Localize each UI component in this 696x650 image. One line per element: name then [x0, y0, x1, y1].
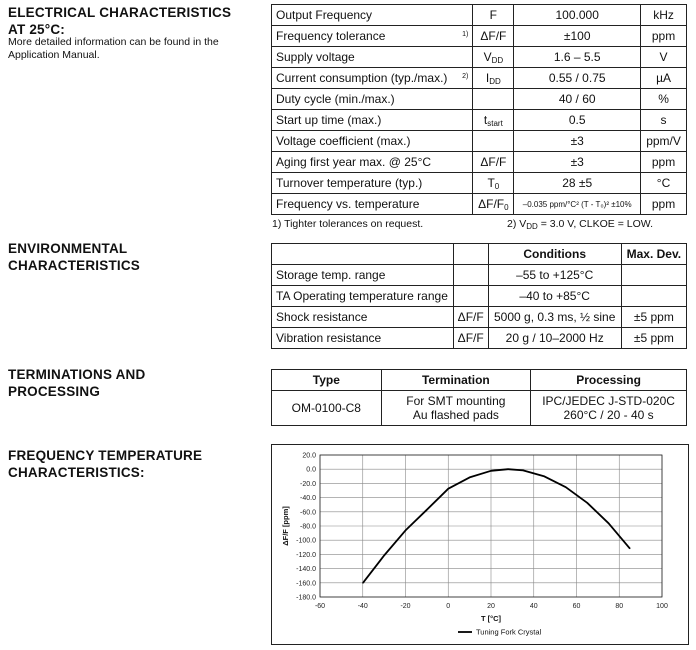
symbol-sub: DD	[491, 55, 504, 65]
symbol-cell: F	[473, 5, 514, 26]
data-point	[523, 470, 524, 471]
electrical-table	[271, 4, 687, 215]
data-point	[565, 487, 566, 488]
data-point	[587, 502, 588, 503]
table-row	[272, 5, 687, 26]
unit-cell: ppm	[641, 194, 687, 215]
data-point	[426, 509, 427, 510]
condition-cell: –40 to +85°C	[488, 286, 621, 307]
electrical-heading	[8, 4, 231, 38]
symbol-main: ΔF/F	[478, 196, 505, 211]
x-tick-label: -20	[400, 603, 411, 610]
maxdev-cell	[621, 265, 686, 286]
electrical-heading-line1: ELECTRICAL CHARACTERISTICS	[8, 5, 232, 20]
symbol-cell	[473, 110, 514, 131]
symbol-sub: DD	[489, 76, 501, 86]
header-maxdev: Max. Dev.	[621, 244, 686, 265]
electrical-heading-line2: AT 25°C:	[8, 22, 66, 37]
param-cell: Shock resistance	[272, 307, 454, 328]
x-tick-label: 0	[446, 603, 451, 610]
environmental-table	[271, 243, 687, 349]
terminations-heading-line2: PROCESSING	[8, 384, 101, 399]
termination-line1: For SMT mounting	[406, 394, 506, 408]
value-cell: ±3	[514, 152, 641, 173]
data-point	[629, 548, 630, 549]
x-tick-label: 40	[529, 603, 538, 610]
y-tick-label: -120.0	[296, 551, 316, 559]
table-row	[272, 173, 687, 194]
data-point	[544, 476, 545, 477]
param-cell: Output Frequency	[272, 5, 473, 26]
param-cell	[272, 68, 473, 89]
symbol-cell	[453, 265, 488, 286]
unit-cell: ppm/V	[641, 131, 687, 152]
data-point	[448, 488, 449, 489]
processing-cell	[531, 391, 687, 426]
terminations-heading-line1: TERMINATIONS AND	[8, 367, 146, 382]
table-row	[272, 110, 687, 131]
value-cell: 28 ±5	[514, 173, 641, 194]
terminations-heading	[8, 366, 145, 400]
condition-cell: –55 to +125°C	[488, 265, 621, 286]
param-cell: TA Operating temperature range	[272, 286, 454, 307]
y-tick-label: -140.0	[296, 566, 316, 574]
footnote-marker: 1)	[462, 31, 469, 38]
x-tick-label: 80	[615, 603, 624, 610]
header-empty	[453, 244, 488, 265]
table-row	[272, 194, 687, 215]
symbol-cell	[473, 89, 514, 110]
terminations-table	[271, 369, 687, 426]
electrical-note-line1: More detailed information can be found in the	[8, 36, 219, 48]
table-row	[272, 26, 687, 47]
x-tick-label: 60	[572, 603, 581, 610]
param-cell: Storage temp. range	[272, 265, 454, 286]
symbol-cell	[473, 47, 514, 68]
symbol-main: V	[483, 49, 492, 64]
maxdev-cell: ±5 ppm	[621, 328, 686, 349]
table-row	[272, 47, 687, 68]
chart-box	[271, 444, 689, 645]
symbol-cell	[473, 194, 514, 215]
freqtemp-heading-line2: CHARACTERISTICS:	[8, 465, 145, 480]
symbol-cell	[453, 286, 488, 307]
y-tick-label: -180.0	[296, 594, 316, 602]
maxdev-cell	[621, 286, 686, 307]
data-point	[508, 469, 509, 470]
unit-cell: V	[641, 47, 687, 68]
value-cell: 1.6 – 5.5	[514, 47, 641, 68]
value-cell: ±100	[514, 26, 641, 47]
y-tick-label: -40.0	[300, 495, 316, 503]
termination-cell	[381, 391, 531, 426]
table-header-row	[272, 370, 687, 391]
symbol-main: I	[485, 70, 490, 85]
data-point	[405, 530, 406, 531]
symbol-cell: ΔF/F	[473, 26, 514, 47]
electrical-note	[8, 36, 219, 62]
y-tick-label: -80.0	[300, 523, 316, 531]
y-tick-label: -100.0	[296, 537, 316, 545]
param-text: Frequency tolerance	[276, 29, 386, 43]
processing-line2: 260°C / 20 - 40 s	[563, 408, 654, 422]
table-row	[272, 152, 687, 173]
legend-label: Tuning Fork Crystal	[476, 627, 542, 637]
param-cell: Voltage coefficient (max.)	[272, 131, 473, 152]
table-row	[272, 89, 687, 110]
termination-line2: Au flashed pads	[412, 408, 499, 422]
footnote-2-pre: 2) V	[507, 218, 527, 230]
unit-cell: °C	[641, 173, 687, 194]
param-cell: Duty cycle (min./max.)	[272, 89, 473, 110]
header-empty	[272, 244, 454, 265]
frequency-temperature-chart	[272, 445, 688, 644]
param-cell: Vibration resistance	[272, 328, 454, 349]
footnote-marker: 2)	[462, 73, 469, 80]
symbol-cell	[473, 173, 514, 194]
header-conditions: Conditions	[488, 244, 621, 265]
x-axis-label: T [°C]	[480, 614, 502, 623]
symbol-cell: ΔF/F	[453, 307, 488, 328]
data-point	[491, 470, 492, 471]
symbol-main: T	[487, 175, 495, 190]
unit-cell: µA	[641, 68, 687, 89]
footnote-2-post: = 3.0 V, CLKOE = LOW.	[537, 218, 653, 230]
table-row	[272, 286, 687, 307]
table-header-row	[272, 244, 687, 265]
symbol-cell: ΔF/F	[453, 328, 488, 349]
x-tick-label: -60	[314, 603, 326, 610]
table-row	[272, 131, 687, 152]
data-point	[469, 477, 470, 478]
param-cell: Aging first year max. @ 25°C	[272, 152, 473, 173]
symbol-main: t	[483, 112, 488, 127]
symbol-sub: 0	[494, 181, 500, 191]
condition-cell: 20 g / 10–2000 Hz	[488, 328, 621, 349]
processing-line1: IPC/JEDEC J-STD-020C	[542, 394, 675, 408]
unit-cell: s	[641, 110, 687, 131]
y-tick-label: -160.0	[296, 580, 316, 588]
table-row	[272, 265, 687, 286]
condition-cell: 5000 g, 0.3 ms, ½ sine	[488, 307, 621, 328]
param-cell	[272, 26, 473, 47]
symbol-sub: 0	[504, 202, 509, 212]
electrical-note-line2: Application Manual.	[8, 49, 100, 61]
value-cell: 100.000	[514, 5, 641, 26]
table-row	[272, 68, 687, 89]
environmental-heading	[8, 240, 140, 274]
x-tick-label: 100	[656, 603, 668, 610]
value-cell: ±3	[514, 131, 641, 152]
param-text: Current consumption (typ./max.)	[276, 71, 448, 85]
x-tick-label: -40	[357, 603, 368, 610]
symbol-sub: start	[487, 118, 503, 128]
value-cell: 0.55 / 0.75	[514, 68, 641, 89]
y-tick-label: 20.0	[302, 452, 316, 460]
value-cell: 0.5	[514, 110, 641, 131]
data-point	[384, 555, 385, 556]
symbol-cell: ΔF/F	[473, 152, 514, 173]
param-cell: Supply voltage	[272, 47, 473, 68]
environmental-heading-line1: ENVIRONMENTAL	[8, 241, 128, 256]
value-cell: 40 / 60	[514, 89, 641, 110]
type-cell: OM-0100-C8	[272, 391, 382, 426]
y-tick-label: -20.0	[300, 480, 316, 488]
table-row	[272, 328, 687, 349]
table-row	[272, 307, 687, 328]
maxdev-cell: ±5 ppm	[621, 307, 686, 328]
header-processing: Processing	[531, 370, 687, 391]
symbol-cell	[473, 131, 514, 152]
table-row	[272, 391, 687, 426]
footnote-2-sub: DD	[526, 222, 538, 231]
symbol-cell	[473, 68, 514, 89]
param-cell: Frequency vs. temperature	[272, 194, 473, 215]
environmental-heading-line2: CHARACTERISTICS	[8, 258, 141, 273]
param-cell: Start up time (max.)	[272, 110, 473, 131]
footnote-2	[507, 218, 653, 231]
header-type: Type	[272, 370, 382, 391]
header-termination: Termination	[381, 370, 531, 391]
x-tick-label: 20	[487, 603, 495, 610]
y-tick-label: 0.0	[306, 466, 316, 474]
param-cell: Turnover temperature (typ.)	[272, 173, 473, 194]
footnote-1: 1) Tighter tolerances on request.	[272, 218, 424, 230]
freqtemp-heading	[8, 447, 202, 481]
data-point	[362, 583, 363, 584]
freqtemp-heading-line1: FREQUENCY TEMPERATURE	[8, 448, 203, 463]
y-tick-label: -60.0	[300, 509, 316, 517]
unit-cell: ppm	[641, 26, 687, 47]
data-point	[608, 523, 609, 524]
unit-cell: kHz	[641, 5, 687, 26]
y-axis-label: ΔF/F [ppm]	[281, 506, 290, 546]
unit-cell: ppm	[641, 152, 687, 173]
unit-cell: %	[641, 89, 687, 110]
value-cell: –0.035 ppm/°C² (T - T₀)² ±10%	[514, 194, 641, 215]
